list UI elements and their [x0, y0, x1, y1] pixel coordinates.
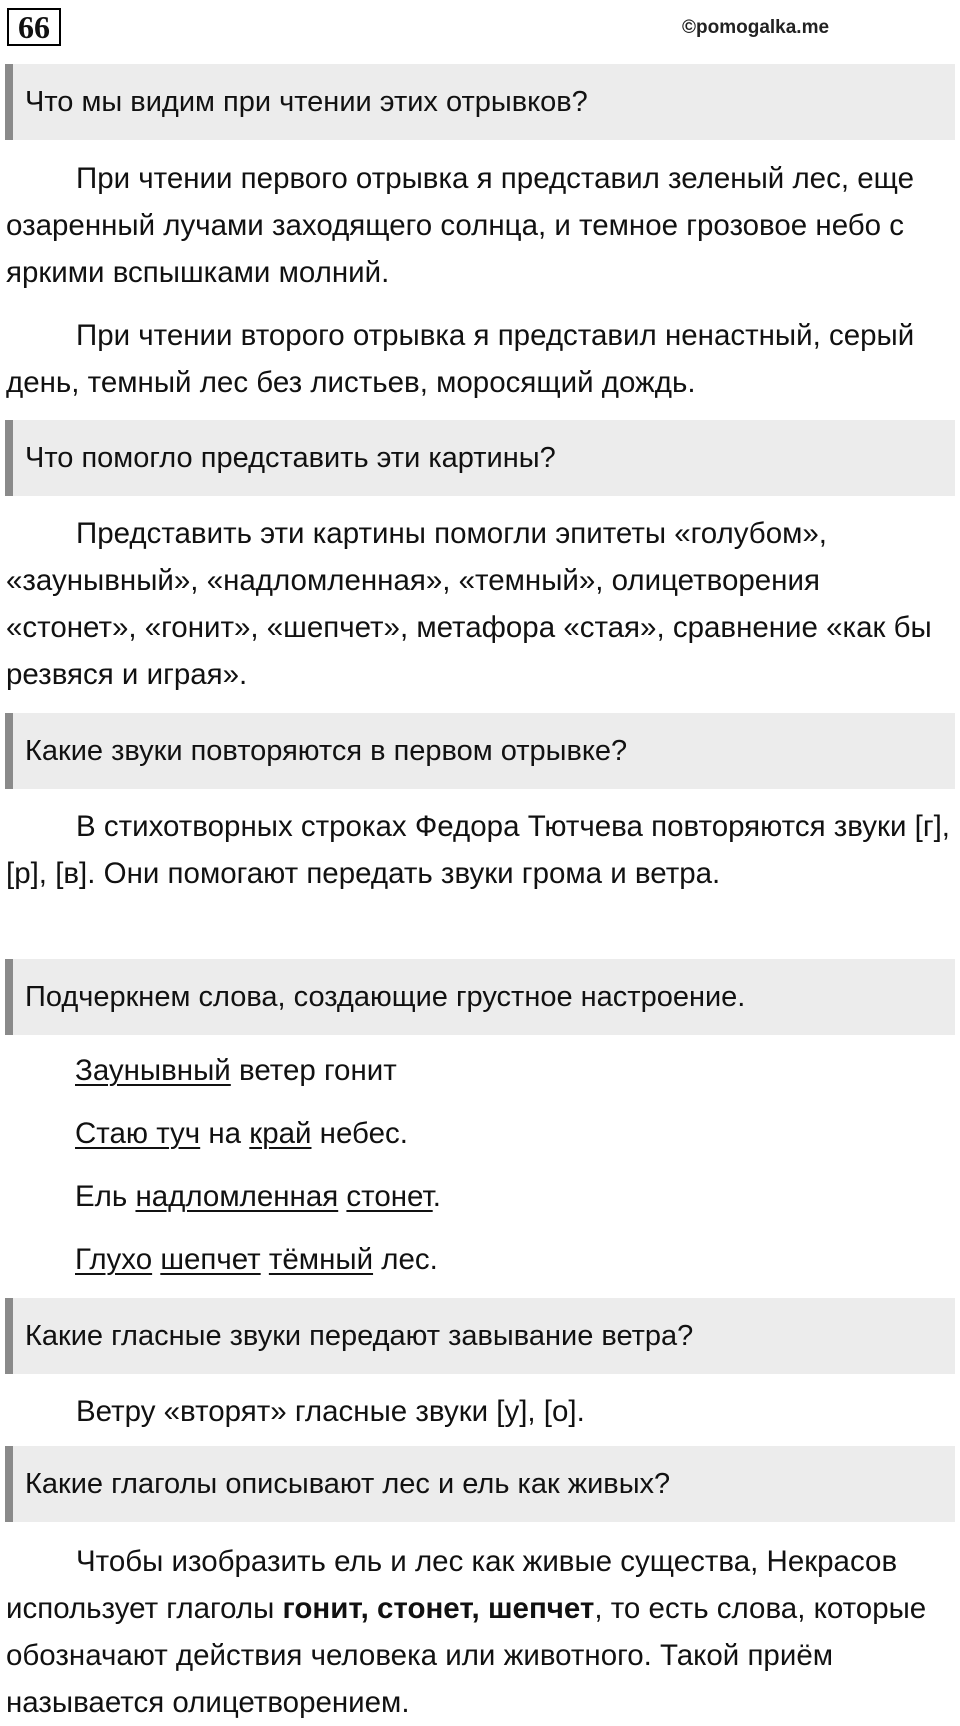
site-watermark: ©pomogalka.me	[682, 17, 830, 38]
underlined-word: край	[249, 1117, 312, 1150]
underlined-word: Глухо	[75, 1243, 153, 1276]
poem-line-3	[75, 1177, 441, 1217]
question-5: Какие гласные звуки передают завывание ветра?	[5, 1298, 955, 1374]
poem-line-4	[75, 1240, 438, 1280]
answer-6-text-end: , то есть слова, которые обозначают действия человека или животного. Такой приём называется олицетворением.	[6, 1592, 927, 1719]
poem-text: ветер гонит	[230, 1054, 397, 1087]
poem-line-1	[75, 1051, 397, 1091]
underlined-word: тёмный	[268, 1243, 374, 1276]
underlined-word: надломленная	[135, 1180, 339, 1213]
underlined-word: Заунывный	[75, 1054, 231, 1087]
poem-line-2	[75, 1114, 408, 1154]
question-1: Что мы видим при чтении этих отрывков?	[5, 64, 955, 140]
page-number: 66	[7, 8, 61, 46]
answer-3-paragraph: В стихотворных строках Федора Тютчева повторяются звуки [г], [р], [в]. Они помогают передать звуки грома и ветра.	[6, 810, 950, 890]
question-4: Подчеркнем слова, создающие грустное настроение.	[5, 959, 955, 1035]
underlined-word: стонет	[346, 1180, 433, 1213]
poem-text: Ель	[75, 1180, 136, 1213]
underlined-word: шепчет	[160, 1243, 261, 1276]
question-2: Что помогло представить эти картины?	[5, 420, 955, 496]
poem-text: небес.	[311, 1117, 408, 1150]
answer-1-paragraph-1: При чтении первого отрывка я представил зеленый лес, еще озаренный лучами заходящего солнца, и темное грозовое небо с яркими вспышками молний.	[6, 162, 914, 289]
answer-2-paragraph: Представить эти картины помогли эпитеты «голубом», «заунывный», «надломленная», «темный», олицетворения «стонет», «гонит», «шепчет», метафора «стая», сравнение «как бы резвяся и играя».	[6, 517, 932, 691]
answer-6-bold-verbs: гонит, стонет, шепчет	[282, 1592, 595, 1625]
question-6: Какие глаголы описывают лес и ель как живых?	[5, 1446, 955, 1522]
poem-text: лес.	[373, 1243, 438, 1276]
underlined-word: Стаю туч	[75, 1117, 201, 1150]
poem-text: на	[200, 1117, 250, 1150]
answer-6-paragraph	[6, 1538, 951, 1726]
poem-text: .	[432, 1180, 441, 1213]
answer-6-text: Чтобы изобразить ель и лес как живые существа, Некрасов использует глаголы	[6, 1545, 898, 1625]
answer-5-paragraph: Ветру «вторят» гласные звуки [у], [о].	[76, 1395, 585, 1428]
question-3: Какие звуки повторяются в первом отрывке?	[5, 713, 955, 789]
answer-1-paragraph-2: При чтении второго отрывка я представил ненастный, серый день, темный лес без листьев, моросящий дождь.	[6, 319, 915, 399]
poem-text	[261, 1243, 269, 1276]
